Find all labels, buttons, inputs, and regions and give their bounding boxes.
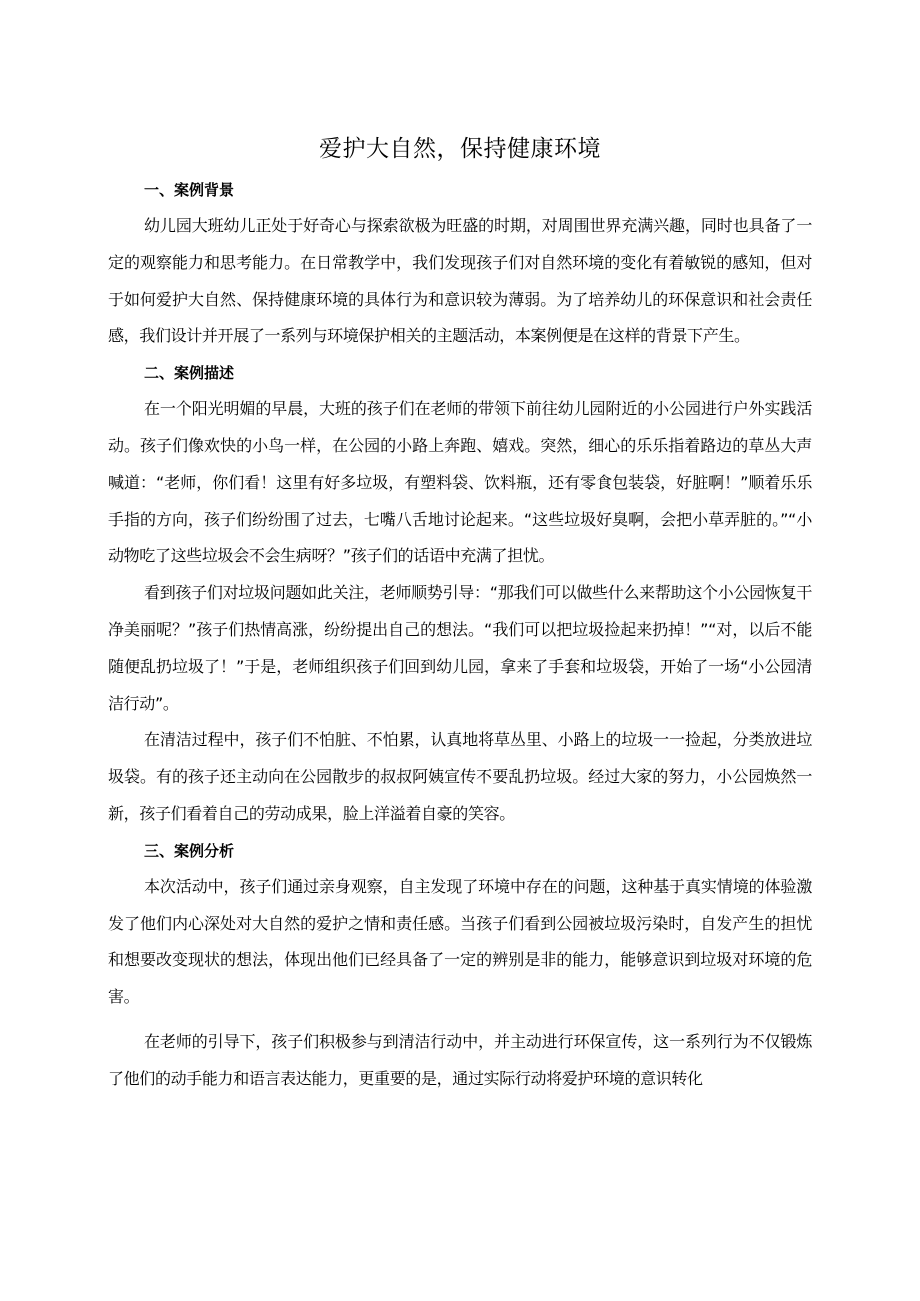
paragraph: 本次活动中，孩子们通过亲身观察，自主发现了环境中存在的问题，这种基于真实情境的体验激发了他们内心深处对大自然的爱护之情和责任感。当孩子们看到公园被垃圾污染时，自发产生的担忧和想要改变现状的想法，体现出他们已经具备了一定的辨别是非的能力，能够意识到垃圾对环境的危害。	[108, 876, 812, 1007]
section-heading-analysis: 三、案例分析	[144, 841, 235, 860]
paragraph: 在老师的引导下，孩子们积极参与到清洁行动中，并主动进行环保宣传，这一系列行为不仅锻炼了他们的动手能力和语言表达能力，更重要的是，通过实际行动将爱护环境的意识转化	[108, 1031, 812, 1088]
paragraph: 看到孩子们对垃圾问题如此关注，老师顺势引导：“那我们可以做些什么来帮助这个小公园恢复干净美丽呢？”孩子们热情高涨，纷纷提出自己的想法。“我们可以把垃圾捡起来扔掉！”“对，以后不能随便乱扔垃圾了！”于是，老师组织孩子们回到幼儿园，拿来了手套和垃圾袋，开始了一场“小公园清洁行动”。	[108, 583, 812, 713]
paragraph: 幼儿园大班幼儿正处于好奇心与探索欲极为旺盛的时期，对周围世界充满兴趣，同时也具备了一定的观察能力和思考能力。在日常教学中，我们发现孩子们对自然环境的变化有着敏锐的感知，但对于如何爱护大自然、保持健康环境的具体行为和意识较为薄弱。为了培养幼儿的环保意识和社会责任感，我们设计并开展了一系列与环境保护相关的主题活动，本案例便是在这样的背景下产生。	[108, 216, 812, 346]
document-body	[108, 172, 812, 1098]
section-heading-description: 二、案例描述	[144, 364, 235, 383]
section-heading-background: 一、案例背景	[144, 181, 235, 199]
paragraph: 在清洁过程中，孩子们不怕脏、不怕累，认真地将草丛里、小路上的垃圾一一捡起，分类放进垃圾袋。有的孩子还主动向在公园散步的叔叔阿姨宣传不要乱扔垃圾。经过大家的努力，小公园焕然一新，孩子们看着自己的劳动成果，脸上洋溢着自豪的笑容。	[108, 730, 812, 823]
paragraph: 在一个阳光明媚的早晨，大班的孩子们在老师的带领下前往幼儿园附近的小公园进行户外实践活动。孩子们像欢快的小鸟一样，在公园的小路上奔跑、嬉戏。突然，细心的乐乐指着路边的草丛大声喊道：“老师，你们看！这里有好多垃圾，有塑料袋、饮料瓶，还有零食包装袋，好脏啊！”顺着乐乐手指的方向，孩子们纷纷围了过去，七嘴八舌地讨论起来。“这些垃圾好臭啊，会把小草弄脏的。”“小动物吃了这些垃圾会不会生病呀？”孩子们的话语中充满了担忧。	[108, 399, 812, 566]
document-title: 爱护大自然，保持健康环境	[319, 136, 601, 163]
